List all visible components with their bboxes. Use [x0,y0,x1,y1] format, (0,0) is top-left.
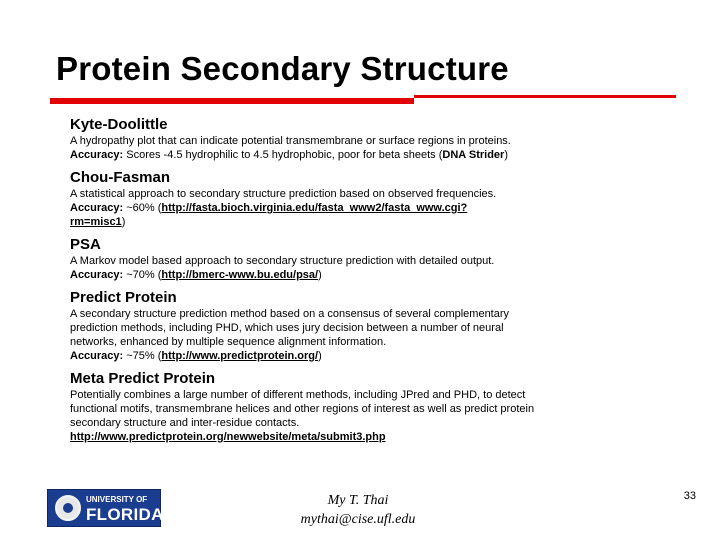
author-email: mythai@cise.ufl.edu [300,512,416,527]
accuracy-line [70,349,650,363]
logo-main-text: FLORIDA [86,505,164,524]
section-description: A hydropathy plot that can indicate potential transmembrane or surface regions in proteins. [70,135,511,147]
url-link[interactable]: http://fasta.bioch.virginia.edu/fasta_www2/fasta_www.cgi? [161,202,468,214]
section-meta-predict-protein [70,370,650,444]
accuracy-line-cont [70,215,650,229]
page-number: 33 [683,490,696,502]
url-link[interactable]: http://www.predictprotein.org/newwebsite/meta/submit3.php [70,431,386,443]
section-description: A statistical approach to secondary structure prediction based on observed frequencies. [70,188,497,200]
section-heading: PSA [70,236,101,253]
accuracy-line [70,201,650,215]
section-heading: Predict Protein [70,289,177,306]
url-line [70,430,650,444]
url-link[interactable]: http://bmerc-www.bu.edu/psa/ [161,269,319,281]
accuracy-label: Accuracy: [70,202,124,214]
section-description-2: functional motifs, transmembrane helices and other regions of interest as well as predict protein [70,403,535,415]
section-description: A Markov model based approach to secondary structure prediction with detailed output. [70,255,495,267]
section-heading: Kyte-Doolittle [70,116,168,133]
accuracy-text: Scores -4.5 hydrophilic to 4.5 hydrophobic, poor for beta sheets ( [123,149,443,161]
section-heading: Meta Predict Protein [70,370,216,387]
url-link[interactable]: http://www.predictprotein.org/ [161,350,319,362]
section-chou-fasman [70,169,650,229]
accuracy-end: ) [318,350,322,362]
section-description-1: A secondary structure prediction method based on a consensus of several complementary [70,308,510,320]
author-name: My T. Thai [327,493,389,508]
accuracy-text: ~75% ( [123,350,162,362]
section-description-3: networks, enhanced by multiple sequence alignment information. [70,336,387,348]
accuracy-end: ) [121,216,126,228]
accuracy-line [70,148,650,162]
slide-title: Protein Secondary Structure [56,50,509,87]
section-kyte-doolittle [70,116,650,162]
section-description-1: Potentially combines a large number of different methods, including JPred and PHD, to detect [70,389,526,401]
accuracy-text: ~70% ( [123,269,162,281]
title-underline-thin [414,95,676,98]
accuracy-line [70,268,650,282]
section-description-3: secondary structure and inter-residue contacts. [70,417,300,429]
section-psa [70,236,650,282]
accuracy-label: Accuracy: [70,149,124,161]
title-underline-thick [50,98,414,104]
accuracy-end: ) [318,269,322,281]
section-heading: Chou-Fasman [70,169,171,186]
university-of-florida-logo [47,489,164,527]
accuracy-text: ~60% ( [123,202,162,214]
content-image [70,116,650,451]
section-description-2: prediction methods, including PHD, which uses jury decision between a number of neural [70,322,504,334]
accuracy-label: Accuracy: [70,269,124,281]
seal-icon [55,495,81,521]
url-link-cont[interactable]: rm=misc1 [70,216,122,228]
logo-top-text: UNIVERSITY OF [86,495,148,504]
accuracy-end: ) [504,149,508,161]
accuracy-label: Accuracy: [70,350,124,362]
author-block [288,491,428,529]
section-predict-protein [70,289,650,363]
tool-name: DNA Strider [442,149,505,161]
